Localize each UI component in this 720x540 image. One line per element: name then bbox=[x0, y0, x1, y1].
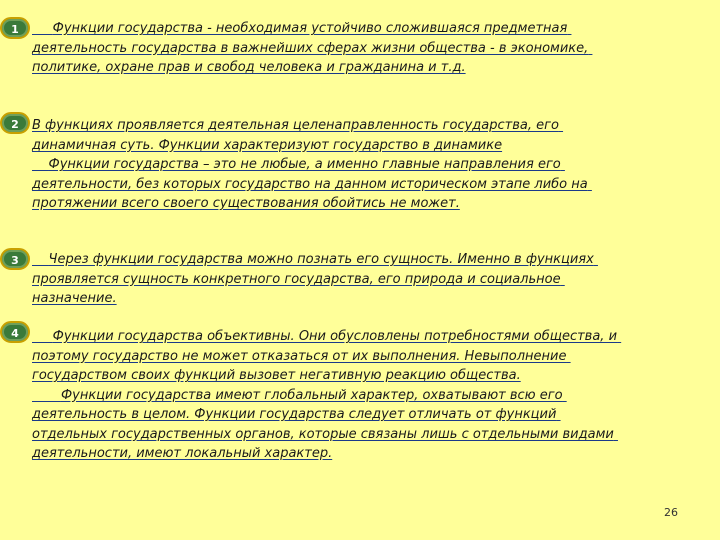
item-text: Функции государства объективны. Они обусловлены потребностями общества, и поэтому государство не может отказаться от их выполнения. Невыполнение государством своих функций вызовет негативную реакцию общества. Функции государства имеют глобальный характер, охватывают всю его деятельность в целом. Функции государства следует отличать от функций отдельных государственных органов, которые связаны лишь с отдельными видами деятельности, имеют локальный характер. bbox=[32, 329, 618, 461]
item-text: Через функции государства можно познать его сущность. Именно в функциях проявляется сущность конкретного государства, его природа и социальное назначение. bbox=[32, 252, 598, 306]
number-badge: 1 bbox=[0, 17, 30, 39]
number-badge: 4 bbox=[0, 321, 30, 343]
page-number: 26 bbox=[664, 506, 678, 519]
number-badge: 3 bbox=[0, 248, 30, 270]
number-badge: 2 bbox=[0, 112, 30, 134]
item-text: В функциях проявляется деятельная целенаправленность государства, его динамичная суть. Функции характеризуют государство в динамике Функции государства – это не любые, а именно главные направления его деятельности, без которых государство на данном историческом этапе либо на протяжении всего своего существования обойтись не может. bbox=[32, 118, 588, 211]
item-text: Функции государства - необходимая устойчиво сложившаяся предметная деятельность государства в важнейших сферах жизни общества - в экономике, политике, охране прав и свобод человека и гражданина и т.д. bbox=[32, 21, 593, 75]
